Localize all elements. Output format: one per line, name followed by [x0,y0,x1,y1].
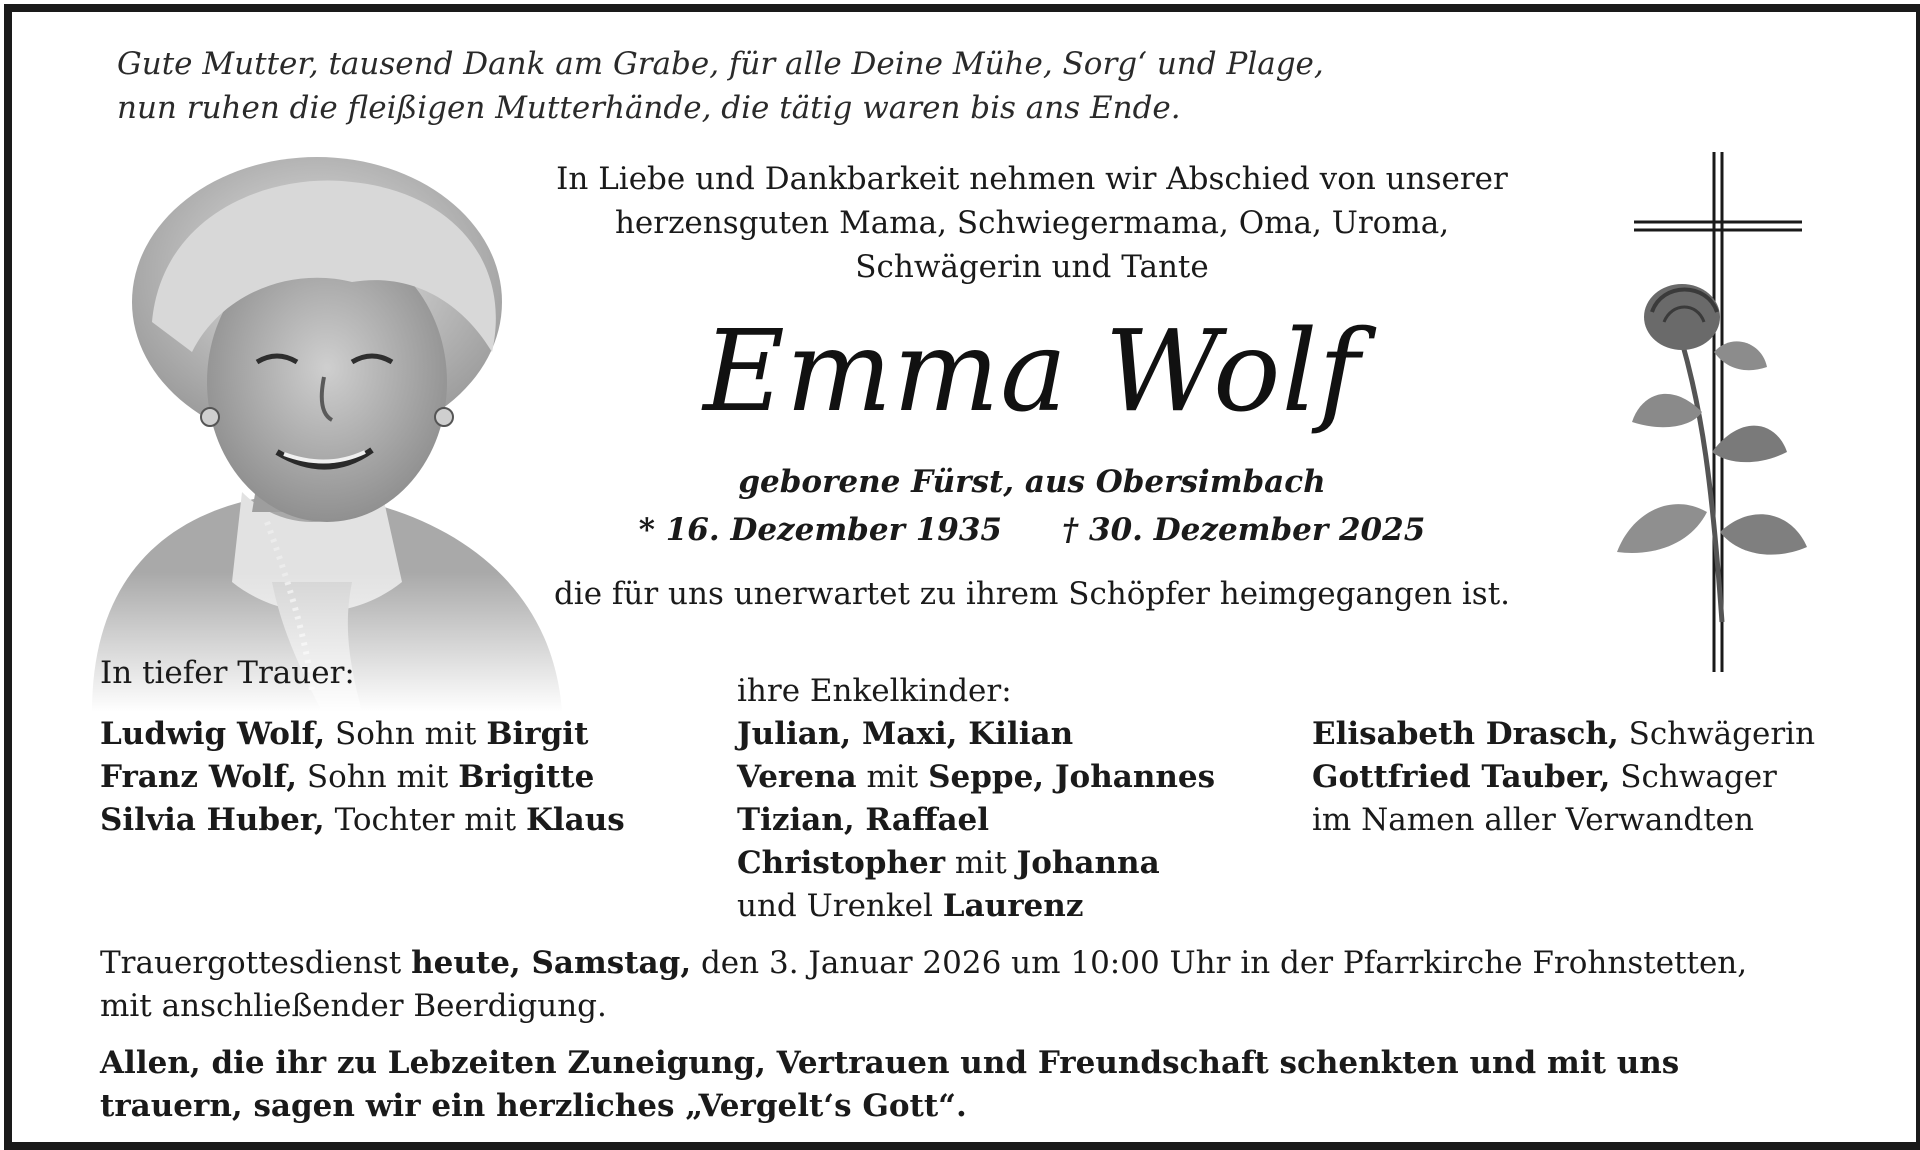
service-prefix: Trauergottesdienst [100,945,412,981]
birth-date: * 16. Dezember 1935 [638,512,1002,548]
quote-line: nun ruhen die fleißigen Mutterhände, die tätig waren bis ans Ende. [117,90,1181,126]
intro-line: Schwägerin und Tante [855,249,1209,285]
relative-name: Elisabeth Drasch, [1312,716,1619,752]
grandchild-name: Verena [737,759,857,795]
service-day: heute, Samstag, [411,945,692,981]
mourner-row [100,756,625,799]
mourner-relation: Sohn mit [297,759,459,795]
service-line [100,942,1880,985]
death-date: † 30. Dezember 2025 [1062,512,1426,548]
mourner-relation: Tochter mit [324,802,526,838]
grandchildren-heading: ihre Enkelkinder: [737,673,1012,709]
mourner-partner: Klaus [525,802,625,838]
grandchildren-row [737,885,1215,928]
relatives-column [1312,713,1815,842]
intro-line: herzensguten Mama, Schwiegermama, Oma, Uroma, [614,205,1450,241]
quote-line: Gute Mutter, tausend Dank am Grabe, für alle Deine Mühe, Sorg‘ und Plage, [117,46,1324,82]
funeral-service-info [100,942,1880,1028]
deceased-name: Emma Wolf [703,307,1361,437]
birth-name: geborene Fürst, aus Obersimbach [738,464,1326,500]
intro-line: In Liebe und Dankbarkeit nehmen wir Abschied von unserer [556,161,1508,197]
obituary-frame [4,4,1920,1150]
mourner-partner: Brigitte [458,759,595,795]
grandchild-names: Julian, Maxi, Kilian [737,716,1074,752]
grandchildren-row [737,842,1215,885]
mourner-partner: Birgit [486,716,589,752]
relative-row [1312,713,1815,756]
mourner-row [100,799,625,842]
mourner-relation: Sohn mit [325,716,487,752]
life-dates [482,508,1582,552]
grandchildren-column [737,670,1215,928]
relative-name: Gottfried Tauber, [1312,759,1611,795]
grandchild-names: Tizian, Raffael [737,802,990,838]
service-line: mit anschließender Beerdigung. [100,988,607,1024]
cross-with-rose-icon [1612,152,1812,682]
grandchild-partner: Johanna [1016,845,1160,881]
relatives-note: im Namen aller Verwandten [1312,802,1754,838]
grandchild-partner: Seppe, Johannes [928,759,1216,795]
family-column [100,652,625,842]
great-grandchild-name: Laurenz [942,888,1084,924]
thanks-line: trauern, sagen wir ein herzliches „Vergelt‘s Gott“. [100,1088,967,1124]
relative-row [1312,756,1815,799]
mourner-name: Silvia Huber, [100,802,325,838]
thanks-text [100,1042,1880,1128]
grandchildren-row [737,799,1215,842]
memorial-quote [117,42,1417,130]
service-details: den 3. Januar 2026 um 10:00 Uhr in der Pfarrkirche Frohnstetten, [691,945,1748,981]
mourner-row [100,713,625,756]
relative-relation: Schwägerin [1618,716,1816,752]
grandchild-relation: mit [856,759,929,795]
passing-text: die für uns unerwartet zu ihrem Schöpfer heimgegangen ist. [553,576,1511,612]
grandchild-relation: mit [945,845,1017,881]
mourner-name: Ludwig Wolf, [100,716,326,752]
relative-relation: Schwager [1610,759,1777,795]
thanks-line: Allen, die ihr zu Lebzeiten Zuneigung, Vertrauen und Freundschaft schenkten und mit uns [100,1045,1680,1081]
mourner-name: Franz Wolf, [100,759,298,795]
grandchildren-row [737,713,1215,756]
intro-text [482,157,1582,289]
grandchild-name: Christopher [737,845,946,881]
mourning-heading: In tiefer Trauer: [100,655,355,691]
grandchildren-row [737,756,1215,799]
great-grandchild-label: und Urenkel [737,888,943,924]
